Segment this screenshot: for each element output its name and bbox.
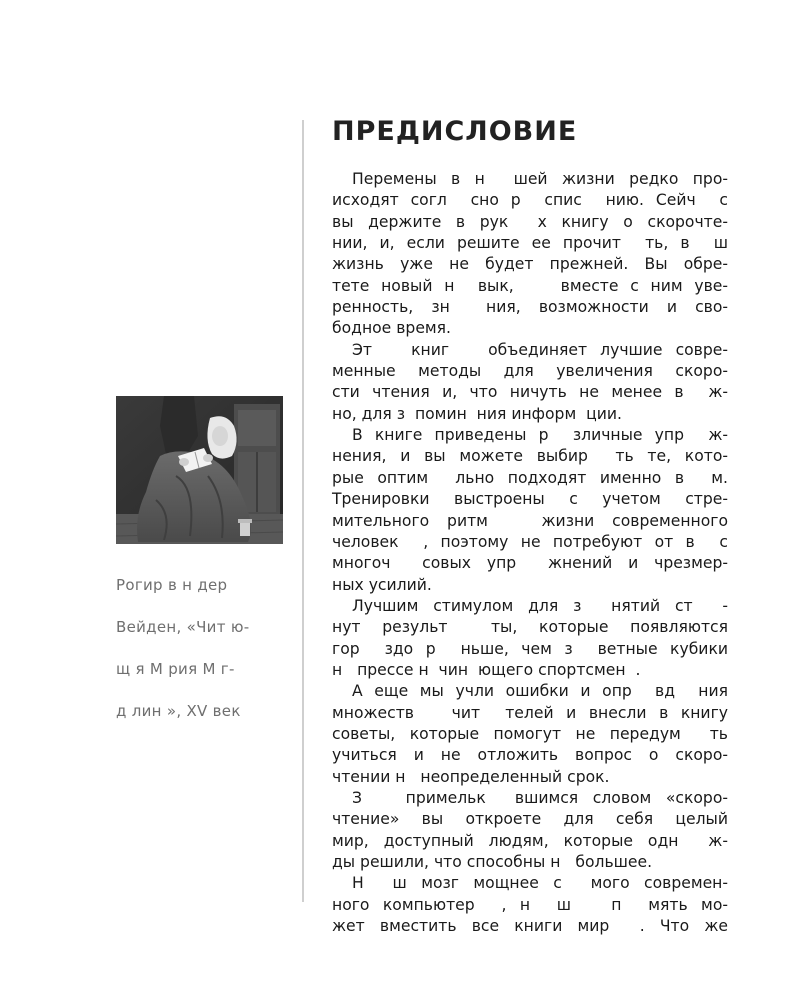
text-line: чтении н неопределенный срок. xyxy=(332,767,610,786)
caption-line: Рогир в н дер xyxy=(116,576,228,594)
sidebar-illustration xyxy=(116,396,286,722)
text-line: сти чтения и, что ничуть не менее в ж- xyxy=(332,383,728,402)
caption-line: щ я М рия М г- xyxy=(116,660,235,678)
text-line: Н ш мозг мощнее с мого современ- xyxy=(352,874,728,893)
paragraph xyxy=(332,596,728,681)
paragraph xyxy=(332,340,728,425)
text-line: но, для з помин ния информ ции. xyxy=(332,404,622,423)
paragraph xyxy=(332,788,728,873)
text-line: учиться и не отложить вопрос о скоро- xyxy=(332,746,728,765)
vertical-divider xyxy=(302,120,304,902)
paragraph xyxy=(332,169,728,340)
text-line: мир, доступный людям, которые одн ж- xyxy=(332,831,728,850)
text-line: нут результ ты, которые появляются xyxy=(332,618,728,637)
text-line: жет вместить все книги мир . Что же xyxy=(332,917,728,936)
text-line: множеств чит телей и внесли в книгу xyxy=(332,703,728,722)
text-line: В книге приведены р зличные упр ж- xyxy=(352,426,728,445)
text-line: З примельк вшимся словом «скоро- xyxy=(352,788,728,807)
text-line: чтение» вы откроете для себя целый xyxy=(332,810,728,829)
text-line: Перемены в н шей жизни редко про- xyxy=(352,170,728,188)
text-line: вы держите в рук х книгу о скорочте- xyxy=(332,212,728,231)
text-line: Эт книг объединяет лучшие совре- xyxy=(352,340,728,359)
text-line: тете новый н вык, вместе с ним уве- xyxy=(332,276,728,295)
text-line: ренность, зн ния, возможности и сво- xyxy=(332,298,728,317)
caption-line: Вейден, «Чит ю- xyxy=(116,618,250,636)
text-line: нения, и вы можете выбир ть те, кото- xyxy=(332,447,728,466)
text-line: н прессе н чин ющего спортсмен . xyxy=(332,660,641,679)
text-line: Лучшим стимулом для з нятий ст - xyxy=(352,596,728,615)
painting-reading-magdalene xyxy=(116,396,283,544)
text-line: гор здо р ньше, чем з ветные кубики xyxy=(332,639,728,658)
text-line: человек , поэтому не потребуют от в с xyxy=(332,532,728,551)
text-line: многоч совых упр жнений и чрезмер- xyxy=(332,554,728,573)
text-line: нии, и, если решите ее прочит ть, в ш xyxy=(332,234,728,253)
text-line: советы, которые помогут не передум ть xyxy=(332,724,728,743)
page-title: ПРЕДИСЛОВИЕ xyxy=(332,116,578,147)
body-text xyxy=(332,169,728,937)
text-line: Тренировки выстроены с учетом стре- xyxy=(332,490,728,509)
paragraph xyxy=(332,425,728,596)
text-line: ды решили, что способны н большее. xyxy=(332,853,653,871)
text-line: бодное время. xyxy=(332,319,452,338)
text-line: исходят согл сно р спис нию. Сейч с xyxy=(332,191,728,210)
text-line: ного компьютер , н ш п мять мо- xyxy=(332,895,728,914)
text-line: ных усилий. xyxy=(332,575,432,594)
paragraph xyxy=(332,681,728,788)
painting-caption xyxy=(116,554,286,722)
text-line: менные методы для увеличения скоро- xyxy=(332,362,728,381)
text-line: мительного ритм жизни современного xyxy=(332,511,728,530)
text-line: А еще мы учли ошибки и опр вд ния xyxy=(352,682,728,701)
text-line: жизнь уже не будет прежней. Вы обре- xyxy=(332,255,728,274)
text-line: рые оптим льно подходят именно в м. xyxy=(332,468,728,487)
paragraph xyxy=(332,873,728,937)
caption-line: д лин », XV век xyxy=(116,702,241,720)
